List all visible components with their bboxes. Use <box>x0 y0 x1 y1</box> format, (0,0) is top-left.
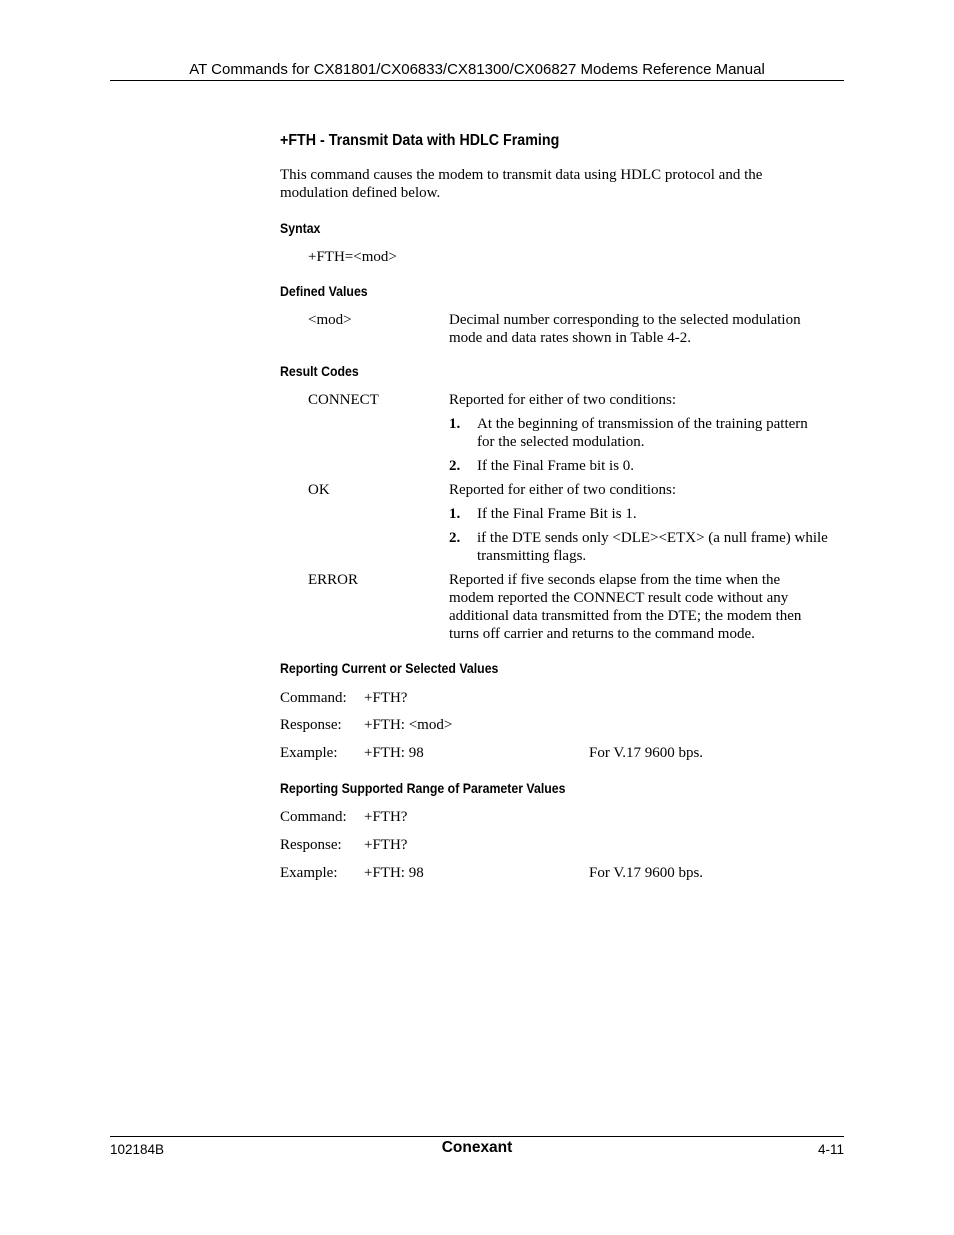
description-line: turns off carrier and returns to the command mode. <box>449 626 755 642</box>
description-line: Decimal number corresponding to the selected modulation <box>449 312 801 328</box>
result-code-ok: OK <box>308 482 330 498</box>
result-code-connect: CONNECT <box>308 392 379 408</box>
response-value: +FTH: <mod> <box>364 717 453 733</box>
list-number: 1. <box>449 506 461 522</box>
reporting-range-heading: Reporting Supported Range of Parameter Values <box>280 780 566 796</box>
syntax-heading: Syntax <box>280 220 321 236</box>
list-item <box>477 415 844 451</box>
list-number: 2. <box>449 530 461 546</box>
list-number: 1. <box>449 416 461 432</box>
list-number: 2. <box>449 458 461 474</box>
response-label: Response: <box>280 837 342 853</box>
reporting-current-heading: Reporting Current or Selected Values <box>280 660 499 676</box>
page-number: 4-11 <box>817 1142 844 1157</box>
connect-description: Reported for either of two conditions: <box>449 392 677 408</box>
ok-description: Reported for either of two conditions: <box>449 482 677 498</box>
running-header: AT Commands for CX81801/CX06833/CX81300/CX06827 Modems Reference Manual <box>189 61 765 78</box>
result-codes-heading: Result Codes <box>280 363 359 379</box>
footer-rule <box>110 1136 844 1137</box>
list-item <box>477 529 844 565</box>
description-line: mode and data rates shown in Table 4-2. <box>449 330 691 346</box>
command-value: +FTH? <box>364 809 408 825</box>
example-label: Example: <box>280 745 338 761</box>
command-label: Command: <box>280 809 347 825</box>
example-label: Example: <box>280 865 338 881</box>
response-value: +FTH? <box>364 837 408 853</box>
example-note: For V.17 9600 bps. <box>589 745 704 761</box>
list-item: If the Final Frame Bit is 1. <box>477 506 637 522</box>
company-name: Conexant <box>441 1139 513 1156</box>
list-item-line: At the beginning of transmission of the training pattern <box>477 416 808 432</box>
list-item-line: if the DTE sends only <DLE><ETX> (a null frame) while <box>477 530 828 546</box>
intro-paragraph <box>280 166 800 202</box>
defined-value-term: <mod> <box>308 312 352 328</box>
syntax-line: +FTH=<mod> <box>308 249 397 265</box>
defined-value-description <box>449 311 844 347</box>
document-number: 102184B <box>110 1142 165 1157</box>
command-value: +FTH? <box>364 690 408 706</box>
intro-line: modulation defined below. <box>280 185 441 201</box>
example-value: +FTH: 98 <box>364 865 424 881</box>
list-item: If the Final Frame bit is 0. <box>477 458 635 474</box>
list-item-line: for the selected modulation. <box>477 434 645 450</box>
result-code-error: ERROR <box>308 572 359 588</box>
example-note: For V.17 9600 bps. <box>589 865 704 881</box>
defined-values-heading: Defined Values <box>280 283 368 299</box>
header-rule <box>110 80 844 81</box>
description-line: additional data transmitted from the DTE; the modem then <box>449 608 802 624</box>
description-line: modem reported the CONNECT result code without any <box>449 590 789 606</box>
intro-line: This command causes the modem to transmit data using HDLC protocol and the <box>280 167 763 183</box>
command-label: Command: <box>280 690 347 706</box>
description-line: Reported if five seconds elapse from the time when the <box>449 572 781 588</box>
list-item-line: transmitting flags. <box>477 548 587 564</box>
error-description <box>449 571 844 643</box>
example-value: +FTH: 98 <box>364 745 424 761</box>
section-title: +FTH - Transmit Data with HDLC Framing <box>280 132 560 149</box>
response-label: Response: <box>280 717 342 733</box>
